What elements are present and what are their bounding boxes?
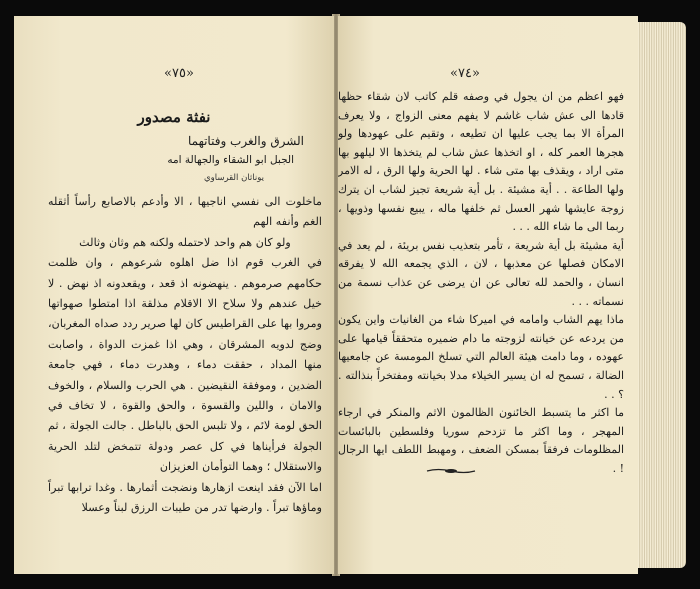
paragraph: ما اكثر ما يتسبط الخائنون الظالمون الاثم والمنكر في ارجاء المهجر ، وما اكثر ما تزدحم سوريا وفلسطين بالبائسات المظلومات فرفقاً بمسكن الضعف ، ومهبط اللطف ايها الرجال ! . (338, 406, 624, 475)
right-page (338, 16, 638, 574)
paragraph: ماذا يهم الشاب وامامه في اميركا شاء من الغانيات واين يكون من يردعه عن خيانته لزوجته ما دام ضميره متحققاً قيامها على عهوده ، وما دامت هيئة العالم التي تسلخ المومسة عن جامعيها الضالة ، تسمح له ان يسير الخيلاء مدلا بخيانته ومفتخراً بنذالته . ؟ . . (338, 313, 624, 401)
open-book (6, 6, 694, 584)
page-number: «٧٥» (164, 66, 194, 81)
paragraph: أية مشيئة بل أية شريعة ، تأمر بتعذيب نفس بريئة ، لم يعد في الامكان فصلها عن معذبها ، لان ، الذي يجمعه الله لا يفرقه انسان ، والحمد لله تعالى عن ان يرضى عن عذاب نسمة من نسماته . . . (338, 238, 624, 308)
paragraph: فهو اعظم من ان يجول في وصفه قلم كاتب لان شقاء حظها قادها الى عش شاب غاشم لا يفهم معنى الزواج ، ولا يعرف المرأة الا بما يجب عليها ان تطيعه ، وتقيم على عهودها ولو هجرها العمر كله ، او اتخذها عش شاب لم يتخذها الا ليلهو بها متى اراد ، ويقذف بها متى شاء . لها الحرية ولها الرق ، له الامر ولها الطاعة . . أية مشيئة . بل أية شريعة تجيز لشاب ان يترك زوجة عايشها شهر العسل ثم خلفها ماله ، يبيع نفسها وذويها ، ربما الى ما شاء الله . . . (338, 90, 624, 234)
page-number: «٧٤» (450, 66, 480, 81)
epigraph: الجبل ابو الشقاء والجهالة امه (167, 154, 294, 166)
left-body-text (48, 192, 322, 519)
page-edges (638, 22, 686, 568)
essay-subtitle: الشرق والغرب وفتاتهما (187, 134, 304, 148)
author-name: يوناثان القرساوي (203, 173, 264, 183)
essay-title: نفثة مصدور (137, 108, 211, 126)
left-page (14, 16, 334, 574)
paragraph: ولو كان هم واحد لاحتمله ولكنه هم وثان وثالث (79, 235, 291, 249)
ornament-divider (426, 467, 476, 475)
right-body-text (338, 88, 624, 478)
paragraph: ماخلوت الى نفسي اناجيها ، الا وأدعم بالاصابع رأساً أثقله الغم وأنفه الهم (48, 195, 322, 229)
paragraph: في الغرب قوم اذا ضل اهلوه شرعوهم ، وان ظلمت حكامهم صرموهم . ينهضونه اذ قعد ، ويقعدونه اذ نهض . لا خيل عندهم ولا سلاح الا الاقلام مذلقة اذا امتطوا صهواتها ومروا بها على القراطيس كان لها صرير ردد صداه المغربان، وضج لدويه المشرقان ، وهي اذا غمزت الدواة ، واصابت منها المداد ، حققت دماء ، وهدرت دماء ، فهي جامعة الضدين ، وموفقة النقيضين . هي الحرب والسلام ، والخوف والامان ، واللين والقسوة ، والحق والقوة ، لا تخاف في الحق لومة لائم ، ولا تلبس الحق بالباطل . جالت الجولة ، ثم الجولة فرأيناها في كل عصر ودولة تتمخض لتلد الحرية والاستقلال ؛ وهما التوأمان العزيزان (48, 256, 322, 474)
paragraph: اما الآن فقد اينعت ازهارها ونضجت أثمارها . وغدا ترابها تبراً وماؤها تبراً . وارضها تدر من طيبات الرزق لبناً وعسلا (48, 480, 322, 515)
